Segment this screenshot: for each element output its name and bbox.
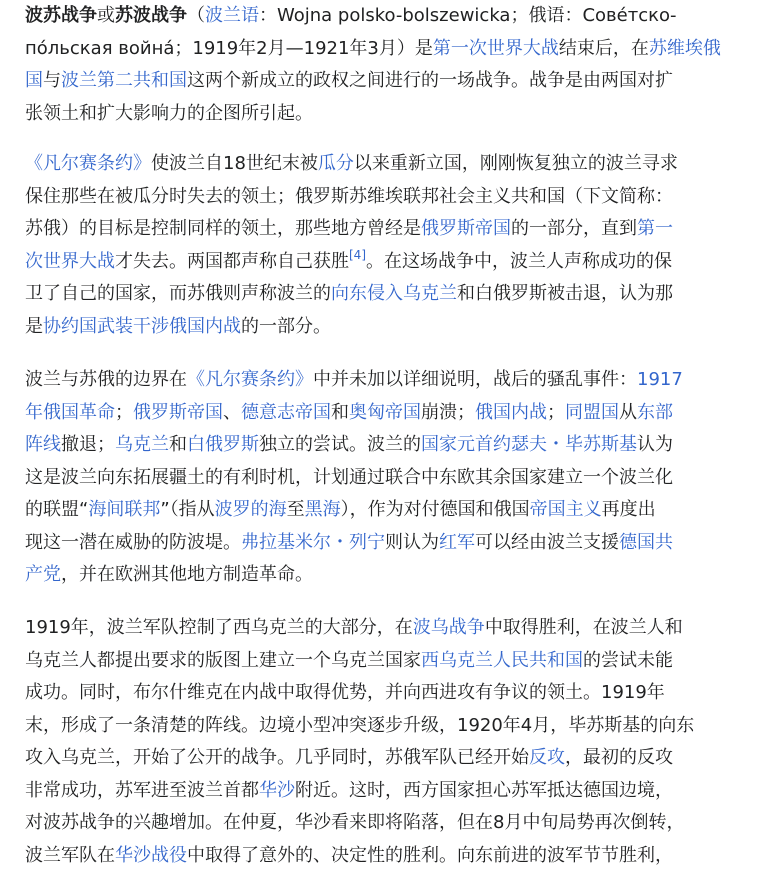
text-run: по́льская война́；1919年2月—1921年3月）是	[25, 37, 433, 59]
wiki-link[interactable]: 弗拉基米尔・列宁	[241, 531, 385, 553]
wiki-link[interactable]: 德意志帝国	[241, 401, 331, 423]
text-line	[25, 148, 678, 180]
text-run: （	[187, 5, 205, 26]
text-line	[25, 213, 673, 245]
wiki-link[interactable]: 华沙战役	[115, 844, 187, 866]
text-run: ；	[547, 401, 565, 423]
paragraph-2	[0, 148, 775, 351]
wiki-link[interactable]: 东部	[637, 401, 673, 423]
text-line	[25, 494, 656, 526]
text-run: 波兰与苏俄的边界在	[25, 369, 187, 390]
text-run: 和	[331, 401, 349, 423]
wiki-link[interactable]: 华沙	[259, 779, 295, 801]
text-run: 以来重新立国，刚刚恢复独立的波兰寻求	[353, 153, 678, 174]
text-line	[25, 0, 676, 32]
wiki-link[interactable]: 俄国内战	[475, 401, 547, 423]
text-run: 至	[286, 499, 305, 520]
bold-term: 苏波战争	[115, 5, 187, 26]
text-run: 。在这场战争中，波兰人声称成功的保	[366, 250, 672, 272]
text-run: 、	[223, 401, 241, 423]
text-run: ；	[115, 401, 133, 423]
text-run: 现这一潜在威胁的防波堤。	[25, 531, 241, 553]
wiki-link[interactable]: 产党	[25, 564, 61, 585]
text-run: 从	[619, 401, 637, 423]
text-run: 的尝试未能	[583, 649, 673, 671]
text-run: 撤退；	[61, 434, 115, 455]
text-line	[25, 278, 673, 310]
wiki-link[interactable]: 波兰第二共和国	[61, 70, 187, 91]
text-run: 乌克兰人都提出要求的版图上建立一个乌克兰国家	[25, 649, 421, 671]
wiki-link[interactable]: 俄罗斯帝国	[421, 218, 511, 239]
text-run: 对波苏战争的兴趣增加。在仲夏，华沙看来即将陷落，但在8月中旬局势再次倒转，	[25, 812, 685, 833]
text-run: ），作为对付德国和俄国	[340, 499, 530, 520]
text-line	[25, 65, 673, 97]
text-run: 崩溃；	[421, 401, 475, 423]
text-run: 波兰军队在	[25, 844, 115, 866]
text-run: 独立的尝试。波兰的	[259, 434, 421, 455]
wiki-link[interactable]: 波乌战争	[412, 617, 485, 638]
text-line	[25, 397, 673, 429]
text-run: ”（指从	[160, 499, 215, 520]
text-line	[25, 677, 665, 709]
bold-term: 波苏战争	[25, 5, 97, 26]
text-run: 中并未加以详细说明，战后的骚乱事件：	[313, 369, 637, 390]
wiki-link[interactable]: 阵线	[25, 434, 61, 455]
wiki-link[interactable]: 奥匈帝国	[349, 401, 421, 423]
text-run: ，并在欧洲其他地方制造革命。	[61, 564, 313, 585]
text-run: 的一部分，直到	[511, 218, 637, 239]
text-run: 苏俄）的目标是控制同样的领土，那些地方曾经是	[25, 218, 421, 239]
text-run: 和白俄罗斯被击退，认为那	[457, 283, 673, 304]
text-line	[25, 527, 673, 559]
text-run: 的联盟“	[25, 499, 89, 520]
wiki-link[interactable]: 第一	[637, 218, 673, 239]
wiki-link[interactable]: 瓜分	[317, 153, 354, 174]
text-line	[25, 246, 672, 278]
text-run: 再度出	[601, 499, 656, 520]
text-line	[25, 840, 673, 872]
text-run: 中取得胜利，在波兰人和	[484, 617, 683, 638]
text-line	[25, 429, 673, 461]
wiki-link[interactable]: 红军	[439, 531, 475, 553]
text-line	[25, 645, 673, 677]
text-run: ，最初的反攻	[565, 747, 673, 768]
text-line	[25, 775, 673, 807]
text-line	[25, 364, 683, 396]
text-line	[25, 742, 673, 774]
text-run: 是	[25, 315, 43, 337]
paragraph-1	[0, 0, 775, 138]
text-run: 可以经由波兰支援	[475, 531, 619, 553]
text-run: 非常成功，苏军进至波兰首都	[25, 779, 259, 801]
text-line	[25, 311, 331, 343]
wiki-link[interactable]: 俄罗斯帝国	[133, 401, 223, 423]
text-run: 保住那些在被瓜分时失去的领土；俄罗斯苏维埃联邦社会主义共和国（下文简称：	[25, 185, 673, 207]
text-run: 的一部分。	[241, 315, 331, 337]
wiki-link[interactable]: 黑海	[304, 499, 341, 520]
text-line	[25, 807, 684, 839]
wiki-link[interactable]: 海间联邦	[88, 499, 161, 520]
paragraph-3	[0, 364, 775, 600]
wiki-link[interactable]: 帝国主义	[529, 499, 602, 520]
wiki-link[interactable]: 波罗的海	[214, 499, 287, 520]
wiki-link[interactable]: 同盟国	[565, 401, 619, 423]
text-run: 1919年，波兰军队控制了西乌克兰的大部分，在	[25, 617, 413, 638]
wiki-link[interactable]: 白俄罗斯	[187, 434, 259, 455]
text-run: 才失去。两国都声称自己获胜	[115, 250, 349, 272]
wiki-link[interactable]: 国家元首约瑟夫・毕苏斯基	[421, 434, 637, 455]
wiki-link[interactable]: 向东侵入乌克兰	[331, 283, 457, 304]
text-line	[25, 462, 673, 494]
text-run: 结束后，在	[558, 37, 649, 59]
text-line	[25, 710, 694, 742]
citation-link[interactable]: [4]	[349, 247, 366, 262]
wiki-link[interactable]: 次世界大战	[25, 250, 115, 272]
wiki-link[interactable]: 波兰语	[205, 5, 259, 26]
text-run: 攻入乌克兰，开始了公开的战争。几乎同时，苏俄军队已经开始	[25, 747, 529, 768]
text-run: 或	[97, 5, 115, 26]
wiki-link[interactable]: 协约国武装干涉俄国内战	[43, 315, 241, 337]
wiki-link[interactable]: 年俄国革命	[25, 401, 115, 423]
text-run: 则认为	[385, 531, 439, 553]
text-run: 中取得了意外的、决定性的胜利。向东前进的波军节节胜利，	[187, 844, 673, 866]
wiki-link[interactable]: 《凡尔赛条约》	[25, 153, 151, 174]
text-run: 附近。这时，西方国家担心苏军抵达德国边境，	[295, 779, 673, 801]
text-run: 末，形成了一条清楚的阵线。边境小型冲突逐步升级，1920年4月，毕苏斯基的向东	[25, 714, 695, 736]
wiki-link[interactable]: 苏维埃俄	[648, 37, 721, 59]
text-line	[25, 612, 683, 644]
text-run: 这是波兰向东拓展疆土的有利时机，计划通过联合中东欧其余国家建立一个波兰化	[25, 466, 673, 488]
wiki-link[interactable]: 第一次世界大战	[432, 37, 559, 59]
wiki-link[interactable]: 反攻	[529, 747, 565, 768]
text-line	[25, 98, 313, 130]
text-run: 成功。同时，布尔什维克在内战中取得优势，并向西进攻有争议的领土。1919年	[25, 682, 665, 703]
wiki-link[interactable]: 西乌克兰人民共和国	[421, 649, 583, 671]
text-run: 卫了自己的国家，而苏俄则声称波兰的	[25, 283, 331, 304]
text-line	[25, 33, 721, 65]
wiki-link[interactable]: 1917	[637, 369, 683, 390]
text-line	[25, 559, 313, 591]
text-run: 使波兰自18世纪末被	[151, 153, 318, 174]
wiki-link[interactable]: 乌克兰	[115, 434, 169, 455]
text-line	[25, 181, 673, 213]
text-run: 这两个新成立的政权之间进行的一场战争。战争是由两国对扩	[187, 70, 673, 91]
paragraph-4	[0, 612, 775, 875]
text-run: 与	[43, 70, 61, 91]
text-run: ：Wojna polsko-bolszewicka；俄语：Сове́тско-	[259, 5, 677, 26]
wiki-link[interactable]: 德国共	[619, 531, 673, 553]
wiki-link[interactable]: 国	[25, 70, 43, 91]
text-run: 张领土和扩大影响力的企图所引起。	[25, 102, 313, 124]
text-run: 认为	[637, 434, 673, 455]
wiki-link[interactable]: 《凡尔赛条约》	[187, 369, 313, 390]
text-run: 和	[169, 434, 187, 455]
